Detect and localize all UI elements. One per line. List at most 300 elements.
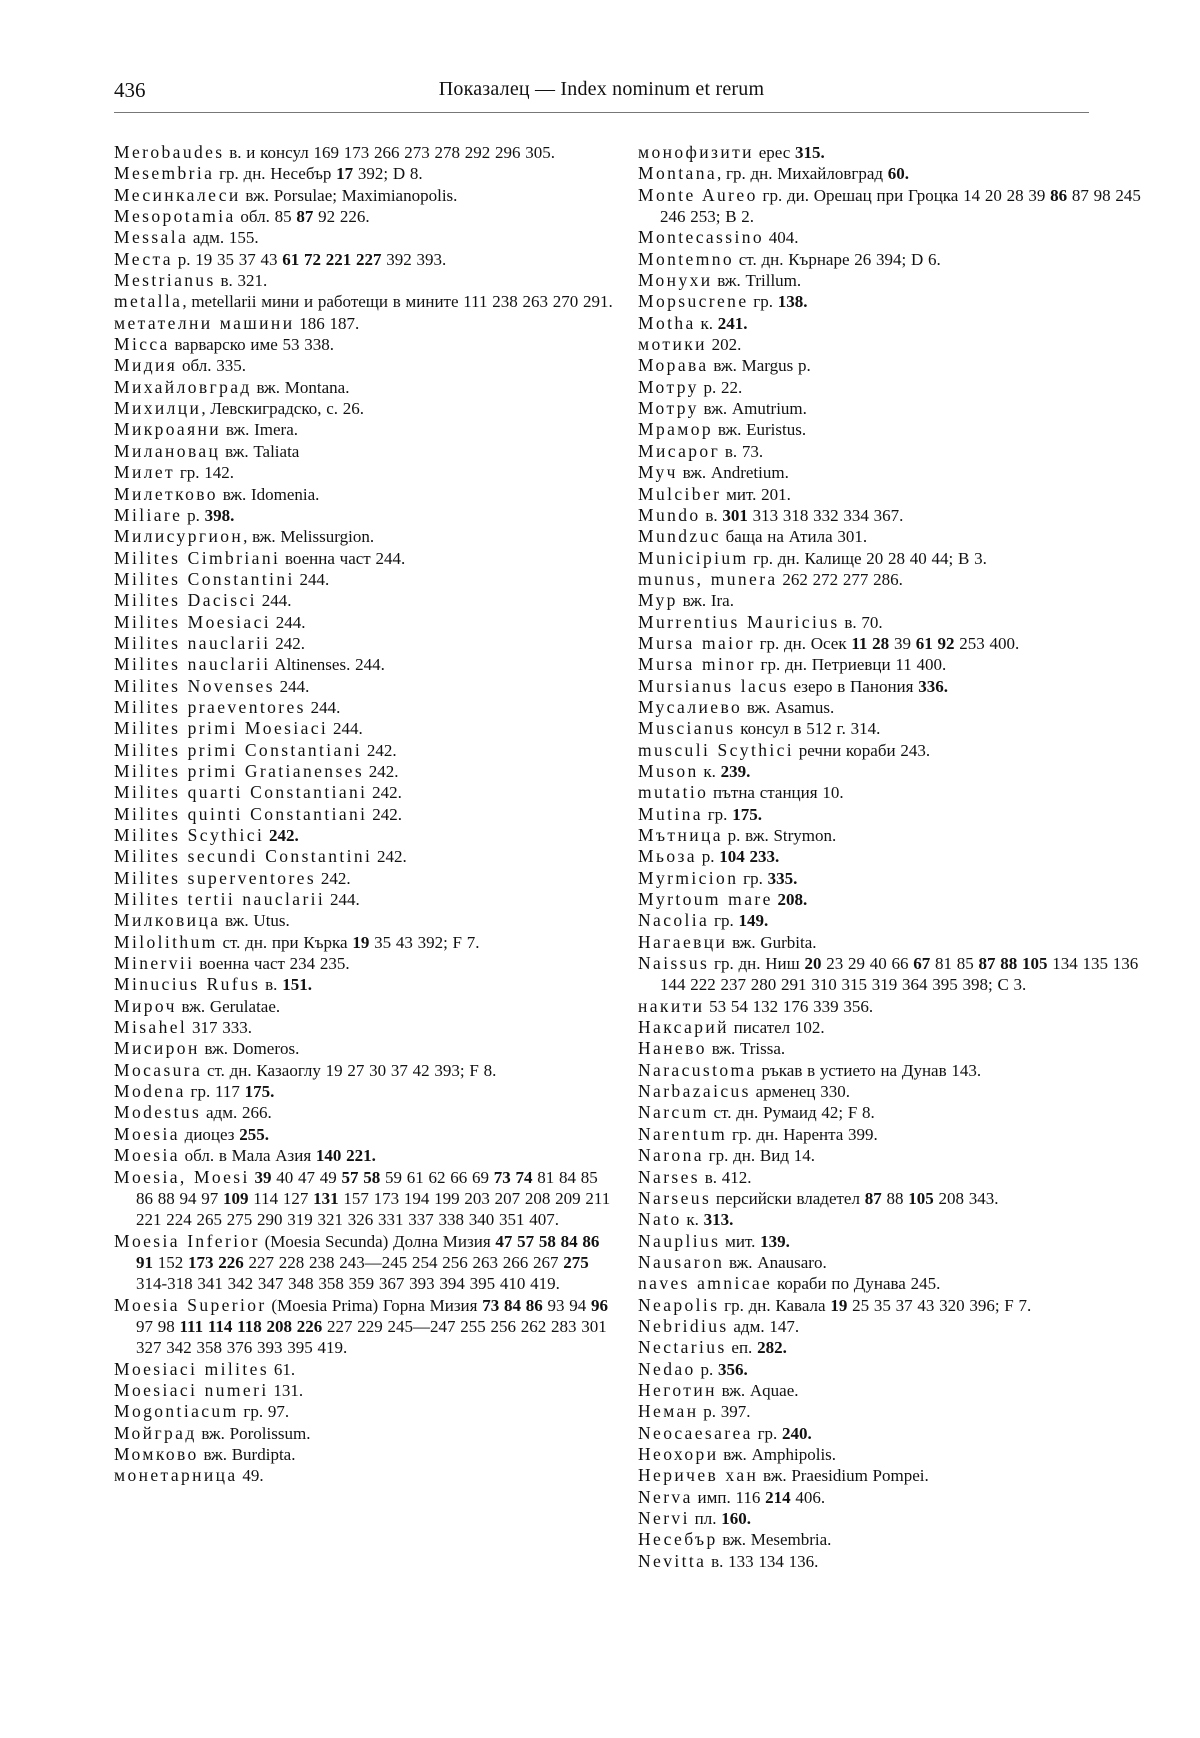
index-entry	[638, 398, 1143, 419]
index-entry	[114, 1017, 619, 1038]
entry-text: адм. 266.	[201, 1103, 272, 1123]
entry-headword: Nausaron	[638, 1251, 725, 1272]
index-entry	[638, 1102, 1143, 1123]
index-entry	[638, 1529, 1143, 1550]
entry-bold-reference: 19	[352, 932, 370, 952]
index-entry	[114, 718, 619, 739]
entry-text: к.	[681, 1210, 704, 1230]
entry-text: вж. Taliata	[220, 441, 300, 461]
entry-text: гр. дн. Ниш	[709, 954, 805, 974]
entry-headword: Микроаяни	[114, 419, 222, 440]
index-entry	[638, 1273, 1143, 1294]
index-entry	[114, 334, 619, 355]
entry-text: вж. Trissa.	[706, 1039, 786, 1059]
entry-headword: Nervi	[638, 1508, 690, 1528]
entry-text: 87 98 245 246 253; B 2.	[660, 185, 1141, 227]
entry-headword: naves amnicae	[638, 1273, 773, 1294]
entry-bold-reference: 138.	[777, 292, 808, 312]
entry-bold-reference: 11 28	[851, 633, 890, 653]
entry-text: 244.	[271, 612, 306, 632]
entry-text: 244.	[328, 719, 363, 739]
entry-headword: Moesia	[114, 1145, 180, 1166]
entry-headword: Milites Constantini	[114, 568, 295, 589]
entry-headword: Myrtoum mare	[638, 889, 773, 910]
entry-headword: Milites Cimbriani	[114, 547, 281, 568]
entry-bold-reference: 241.	[717, 313, 748, 333]
entry-text: вж. Ira.	[677, 591, 734, 611]
index-entry	[114, 313, 619, 334]
index-entry	[114, 654, 619, 675]
entry-headword: Myrmicion	[638, 867, 739, 888]
entry-headword: Narentum	[638, 1123, 728, 1144]
entry-text: гр. 117	[185, 1082, 245, 1102]
index-entry	[114, 740, 619, 761]
entry-headword: Milites nauclarii	[114, 632, 271, 653]
entry-text: 242.	[372, 847, 407, 867]
entry-text: 131.	[268, 1380, 304, 1400]
index-entry	[638, 1081, 1143, 1102]
entry-text: 186 187.	[294, 313, 360, 333]
entry-text: вж. Idomenia.	[217, 484, 320, 504]
index-entry	[638, 1444, 1143, 1465]
entry-text: адм. 147.	[728, 1316, 800, 1336]
entry-headword: Moesiaci numeri	[114, 1379, 269, 1400]
entry-text: 227 228 238 243—245 254 256 263 266 267	[243, 1252, 564, 1272]
index-entry	[114, 1231, 619, 1295]
entry-headword: Nacolia	[638, 910, 710, 931]
index-entry	[638, 1252, 1143, 1273]
index-entry	[638, 548, 1143, 569]
entry-headword: Mundzuc	[638, 526, 721, 547]
entry-text: р. 22.	[698, 377, 743, 397]
entry-text: 208 343.	[933, 1188, 999, 1208]
index-entry	[114, 377, 619, 398]
entry-text: 242.	[270, 633, 305, 653]
entry-bold-reference: 73 84 86	[482, 1295, 543, 1315]
entry-headword: Naissus	[638, 953, 710, 974]
entry-headword: Мисарог	[638, 440, 721, 461]
index-entry	[638, 1145, 1143, 1166]
entry-bold-reference: 282.	[757, 1338, 787, 1358]
entry-headword: Mopsucrene	[638, 291, 749, 312]
index-entry	[638, 825, 1143, 846]
entry-bold-reference: 336.	[918, 676, 948, 696]
entry-text: (Moesia Secunda) Долна Мизия	[259, 1231, 496, 1251]
entry-text: персийски владетел	[711, 1188, 865, 1208]
entry-headword: Narona	[638, 1145, 704, 1166]
entry-bold-reference: 96	[590, 1295, 608, 1315]
entry-headword: Narses	[638, 1166, 701, 1187]
index-entry	[638, 868, 1143, 889]
entry-headword: Несебър	[638, 1529, 718, 1550]
entry-text: вж. Amphipolis.	[718, 1444, 837, 1464]
entry-headword: Modena	[114, 1081, 186, 1102]
entry-headword: Mutina	[638, 803, 703, 824]
entry-text: в. 412.	[700, 1167, 752, 1187]
entry-headword: Неман	[638, 1401, 699, 1422]
index-entry	[638, 761, 1143, 782]
entry-headword: Мисирон	[114, 1038, 200, 1059]
entry-text: гр. 142.	[175, 463, 235, 483]
entry-text: 242.	[316, 868, 351, 888]
index-entry	[638, 953, 1143, 996]
entry-headword: Nauplius	[638, 1230, 721, 1251]
entry-headword: Milites Scythici	[114, 825, 265, 845]
index-entry	[638, 1231, 1143, 1252]
page-header	[114, 78, 1089, 108]
entry-headword: Milites primi Moesiaci	[114, 718, 329, 739]
entry-headword: Milolithum	[114, 931, 218, 952]
entry-headword: munus, munera	[638, 568, 778, 589]
entry-bold-reference: 356.	[717, 1359, 748, 1379]
index-entry	[114, 996, 619, 1017]
entry-text: гр.	[709, 911, 739, 931]
entry-text: военна част 234 235.	[194, 954, 350, 974]
entry-headword: Neapolis	[638, 1294, 720, 1315]
entry-bold-reference: 39	[254, 1167, 272, 1187]
entry-text: в.	[700, 505, 723, 525]
index-entry	[638, 355, 1143, 376]
entry-text: р. 397.	[698, 1402, 751, 1422]
index-entry	[638, 1337, 1143, 1358]
index-entry	[638, 1487, 1143, 1508]
entry-headword: Мур	[638, 590, 678, 611]
entry-headword: Minucius Rufus	[114, 974, 261, 995]
index-entry	[638, 889, 1143, 910]
entry-headword: Mesembria	[114, 163, 215, 184]
entry-headword: Мотру	[638, 376, 699, 397]
index-entry	[114, 633, 619, 654]
entry-text: пътна станция 10.	[708, 783, 844, 803]
entry-bold-reference: 131	[313, 1188, 339, 1208]
index-entry	[114, 142, 619, 163]
entry-headword: Muscianus	[638, 718, 736, 739]
entry-text: 25 35 37 43 320 396; F 7.	[847, 1295, 1032, 1315]
entry-bold-reference: 73 74	[493, 1167, 533, 1187]
entry-text: вж. Utus.	[220, 911, 290, 931]
entry-text: гр. дн. Калище 20 28 40 44; B 3.	[748, 548, 987, 568]
index-entry	[114, 676, 619, 697]
index-entry	[638, 1359, 1143, 1380]
index-entry	[114, 1359, 619, 1380]
entry-headword: Милановац	[114, 440, 221, 461]
index-entry	[638, 910, 1143, 931]
entry-text: 404.	[764, 228, 799, 248]
entry-headword: Мьоза	[638, 846, 697, 867]
entry-headword: мотики	[638, 334, 707, 355]
entry-text: гр. дн. Кавала	[719, 1295, 831, 1315]
entry-headword: Merobaudes	[114, 142, 225, 162]
entry-text: 253 400.	[954, 633, 1020, 653]
entry-headword: метателни машини	[114, 312, 295, 333]
index-entry	[114, 612, 619, 633]
entry-bold-reference: 111 114 118 208 226	[179, 1316, 323, 1336]
entry-headword: Milites praeventores	[114, 696, 306, 717]
entry-text: вж. Porolissum.	[196, 1423, 311, 1443]
entry-bold-reference: 239.	[720, 761, 751, 781]
entry-headword: Misahel	[114, 1017, 188, 1038]
index-entry	[114, 355, 619, 376]
entry-text: р. 19 35 37 43	[172, 249, 283, 269]
index-entry	[638, 1465, 1143, 1486]
entry-headword: Milites secundi Constantini	[114, 846, 373, 867]
page-number: 436	[114, 78, 146, 102]
index-entry	[114, 1444, 619, 1465]
entry-headword: Милковица	[114, 910, 221, 931]
entry-text: 392 393.	[381, 249, 447, 269]
entry-text: 314-318 341 342 347 348 358 359 367 393 394 395 410 419.	[136, 1274, 560, 1294]
entry-headword: Mestrianus	[114, 270, 216, 291]
entry-headword: Nerva	[638, 1486, 693, 1507]
entry-headword: Milites Moesiaci	[114, 611, 272, 632]
entry-text: 392; D 8.	[353, 164, 423, 184]
entry-bold-reference: 242.	[268, 826, 299, 845]
entry-headword: Nebridius	[638, 1315, 729, 1336]
entry-text: в. 321.	[215, 271, 268, 291]
entry-text: ст. дн. Румаид 42; F 8.	[708, 1103, 875, 1123]
entry-bold-reference: 301	[722, 505, 748, 525]
index-entry	[638, 1209, 1143, 1230]
entry-bold-reference: 104 233.	[719, 847, 780, 867]
entry-headword: Михилци	[114, 398, 202, 419]
running-head-title: Показалец — Index nominum et rerum	[438, 78, 765, 100]
entry-headword: Milites Dacisci	[114, 590, 257, 611]
index-entry	[114, 505, 619, 526]
entry-text: писател 102.	[728, 1018, 825, 1038]
entry-headword: Narseus	[638, 1187, 712, 1208]
entry-text: обл. в Мала Азия	[179, 1146, 316, 1166]
entry-headword: Mursa minor	[638, 654, 756, 675]
entry-text: в. 70.	[839, 612, 883, 632]
entry-headword: монетарница	[114, 1465, 238, 1486]
index-entry	[638, 846, 1143, 867]
entry-bold-reference: 87 88 105	[978, 954, 1048, 974]
entry-bold-reference: 335.	[767, 868, 798, 888]
entry-headword: Motha	[638, 312, 696, 333]
entry-bold-reference: 175.	[732, 804, 762, 824]
entry-text: ст. дн. при Кърка	[217, 932, 353, 952]
entry-text: гр. дн. Нарента 399.	[727, 1124, 878, 1144]
index-column-left	[114, 142, 619, 1487]
index-entry	[114, 163, 619, 184]
index-entry	[114, 1423, 619, 1444]
index-entry	[114, 398, 619, 419]
entry-text: , вж. Melissurgion.	[243, 527, 375, 547]
entry-text: гр.	[702, 804, 733, 824]
entry-headword: Мусалиево	[638, 696, 743, 717]
entry-headword: Naracustoma	[638, 1059, 757, 1080]
entry-text: р. вж. Strymon.	[722, 826, 837, 845]
entry-text: 92 226.	[313, 207, 370, 227]
entry-text: 97 98	[136, 1316, 180, 1336]
index-entry	[114, 1102, 619, 1123]
entry-text: 134 135 136 144 222 237 280 291 310 315 319 364 395 398; C 3.	[660, 954, 1139, 995]
entry-text: вж. Anausaro.	[724, 1252, 827, 1272]
index-entry	[638, 1380, 1143, 1401]
index-entry	[638, 782, 1143, 803]
entry-text: р.	[695, 1359, 718, 1379]
entry-text: арменец 330.	[750, 1082, 850, 1102]
entry-text: адм. 155.	[188, 228, 259, 248]
entry-text: вж. Praesidium Pompei.	[758, 1466, 929, 1486]
entry-bold-reference: 240.	[782, 1423, 812, 1443]
entry-bold-reference: 86	[1050, 185, 1068, 205]
entry-bold-reference: 214	[765, 1487, 791, 1507]
entry-bold-reference: 105	[908, 1188, 934, 1208]
entry-headword: Мироч	[114, 995, 177, 1016]
index-entry	[638, 249, 1143, 270]
entry-headword: Мидия	[114, 355, 178, 376]
index-entry	[114, 1380, 619, 1401]
entry-headword: Minervii	[114, 953, 195, 974]
index-entry	[638, 804, 1143, 825]
entry-headword: Milites tertii nauclarii	[114, 889, 326, 910]
index-entry	[638, 1188, 1143, 1209]
index-entry	[638, 1316, 1143, 1337]
entry-text: военна част 244.	[280, 548, 406, 568]
entry-headword: Морава	[638, 355, 709, 376]
entry-headword: Moesia Inferior	[114, 1230, 260, 1251]
entry-headword: Месинкалеси	[114, 184, 241, 205]
index-entry	[638, 697, 1143, 718]
entry-headword: Mogontiacum	[114, 1401, 239, 1422]
entry-headword: Момково	[114, 1443, 199, 1464]
entry-headword: Narbazaicus	[638, 1081, 751, 1102]
entry-text: гр. ди. Орешац при Гроцка 14 20 28 39	[757, 185, 1051, 205]
index-entry	[114, 270, 619, 291]
entry-bold-reference: 315.	[795, 143, 825, 162]
entry-headword: Montemno	[638, 248, 735, 269]
entry-text: обл. 335.	[177, 356, 246, 376]
entry-text: 93 94	[542, 1295, 591, 1315]
index-entry	[114, 953, 619, 974]
entry-headword: Муч	[638, 462, 678, 483]
index-entry	[114, 1124, 619, 1145]
index-entry	[638, 676, 1143, 697]
entry-headword: Милет	[114, 462, 176, 483]
entry-headword: musculi Scythici	[638, 739, 795, 760]
entry-headword: Monte Aureo	[638, 184, 758, 205]
entry-text: 244.	[256, 591, 292, 611]
entry-headword: Moesia	[114, 1123, 180, 1144]
entry-headword: Murrentius Mauricius	[638, 611, 840, 632]
entry-headword: Милетково	[114, 483, 218, 504]
index-entry	[114, 932, 619, 953]
entry-headword: Мрамор	[638, 419, 714, 440]
entry-text: вж. Domeros.	[199, 1039, 300, 1059]
entry-bold-reference: 87	[864, 1188, 882, 1208]
entry-bold-reference: 60.	[887, 164, 910, 184]
entry-text: вж. Burdipta.	[198, 1444, 296, 1464]
entry-headword: Наневo	[638, 1038, 707, 1059]
entry-bold-reference: 255.	[239, 1124, 269, 1144]
entry-headword: Montecassino	[638, 227, 765, 248]
entry-text: 242.	[362, 740, 397, 760]
entry-text: 152	[153, 1252, 188, 1272]
entry-text: 244.	[305, 697, 341, 717]
entry-text: вж. Andretium.	[677, 463, 789, 483]
entry-headword: Нагаевци	[638, 931, 728, 952]
index-entry	[638, 590, 1143, 611]
entry-text: еп.	[726, 1338, 758, 1358]
entry-bold-reference: 17	[336, 164, 354, 184]
entry-bold-reference: 175.	[244, 1082, 275, 1102]
entry-text: ерес	[753, 143, 795, 162]
entry-headword: Milites nauclarii	[114, 654, 271, 675]
index-entry	[638, 526, 1143, 547]
entry-text: мит.	[720, 1231, 761, 1251]
entry-headword: Muson	[638, 760, 699, 781]
index-entry	[114, 1145, 619, 1166]
index-entry	[638, 1060, 1143, 1081]
entry-text: 61.	[269, 1359, 296, 1379]
entry-headword: Milites primi Gratianenses	[114, 760, 365, 781]
entry-headword: Miliare	[114, 504, 183, 525]
entry-text: вж. Gurbita.	[727, 932, 817, 952]
index-entry	[638, 612, 1143, 633]
index-entry	[638, 1167, 1143, 1188]
header-rule	[114, 112, 1089, 113]
entry-bold-reference: 47 57 58 84 86 91	[136, 1231, 600, 1272]
entry-headword: Moesiaci milites	[114, 1358, 270, 1379]
entry-text: 53 54 132 176 339 356.	[704, 996, 874, 1016]
entry-text: р.	[696, 847, 720, 867]
entry-text: 262 272 277 286.	[777, 569, 903, 589]
index-entry	[114, 590, 619, 611]
entry-headword: Milites Novenses	[114, 675, 275, 696]
entry-headword: Неготин	[638, 1379, 717, 1400]
entry-text: гр. дн. Несебър	[214, 164, 337, 184]
entry-bold-reference: 67	[913, 954, 931, 974]
entry-headword: Narcum	[638, 1102, 709, 1123]
entry-text: кораби по Дунава 245.	[772, 1274, 941, 1294]
entry-text: 242.	[367, 804, 402, 824]
entry-headword: Nato	[638, 1209, 682, 1230]
index-entry	[638, 334, 1143, 355]
entry-text: варварско име 53 338.	[169, 335, 335, 355]
index-entry	[638, 1423, 1143, 1444]
entry-headword: Milites primi Constantiani	[114, 739, 363, 760]
entry-text: ст. дн. Кърнаре 26 394; D 6.	[734, 249, 941, 269]
index-entry	[638, 1017, 1143, 1038]
index-entry	[638, 1401, 1143, 1422]
entry-bold-reference: 140 221.	[315, 1146, 376, 1166]
entry-text: гр. дн. Петриевци 11 400.	[755, 655, 947, 675]
entry-headword: Neocaesarea	[638, 1422, 753, 1443]
entry-bold-reference: 61 72 221 227	[282, 249, 382, 269]
entry-headword: Modestus	[114, 1102, 202, 1123]
entry-text: 49.	[237, 1466, 264, 1486]
entry-bold-reference: 20	[804, 954, 822, 974]
entry-text: вж. Amutrium.	[698, 399, 807, 419]
index-entry	[638, 291, 1143, 312]
entry-text: 406.	[790, 1487, 826, 1507]
index-entry	[638, 1124, 1143, 1145]
entry-text: гр. дн. Осек	[754, 633, 852, 653]
entry-headword: Мотру	[638, 398, 699, 419]
entry-headword: Михайловград	[114, 376, 252, 397]
index-entry	[114, 1295, 619, 1359]
entry-bold-reference: 139.	[760, 1231, 790, 1251]
entry-headword: Messala	[114, 227, 189, 248]
entry-text: (Moesia Prima) Горна Мизия	[266, 1295, 483, 1315]
entry-text: гр.	[752, 1423, 783, 1443]
entry-headword: Мойград	[114, 1422, 197, 1443]
entry-text: 244.	[325, 890, 360, 910]
entry-text: диоцез	[179, 1124, 240, 1144]
entry-bold-reference: 87	[296, 207, 314, 227]
entry-text: вж. Gerulatae.	[176, 996, 281, 1016]
